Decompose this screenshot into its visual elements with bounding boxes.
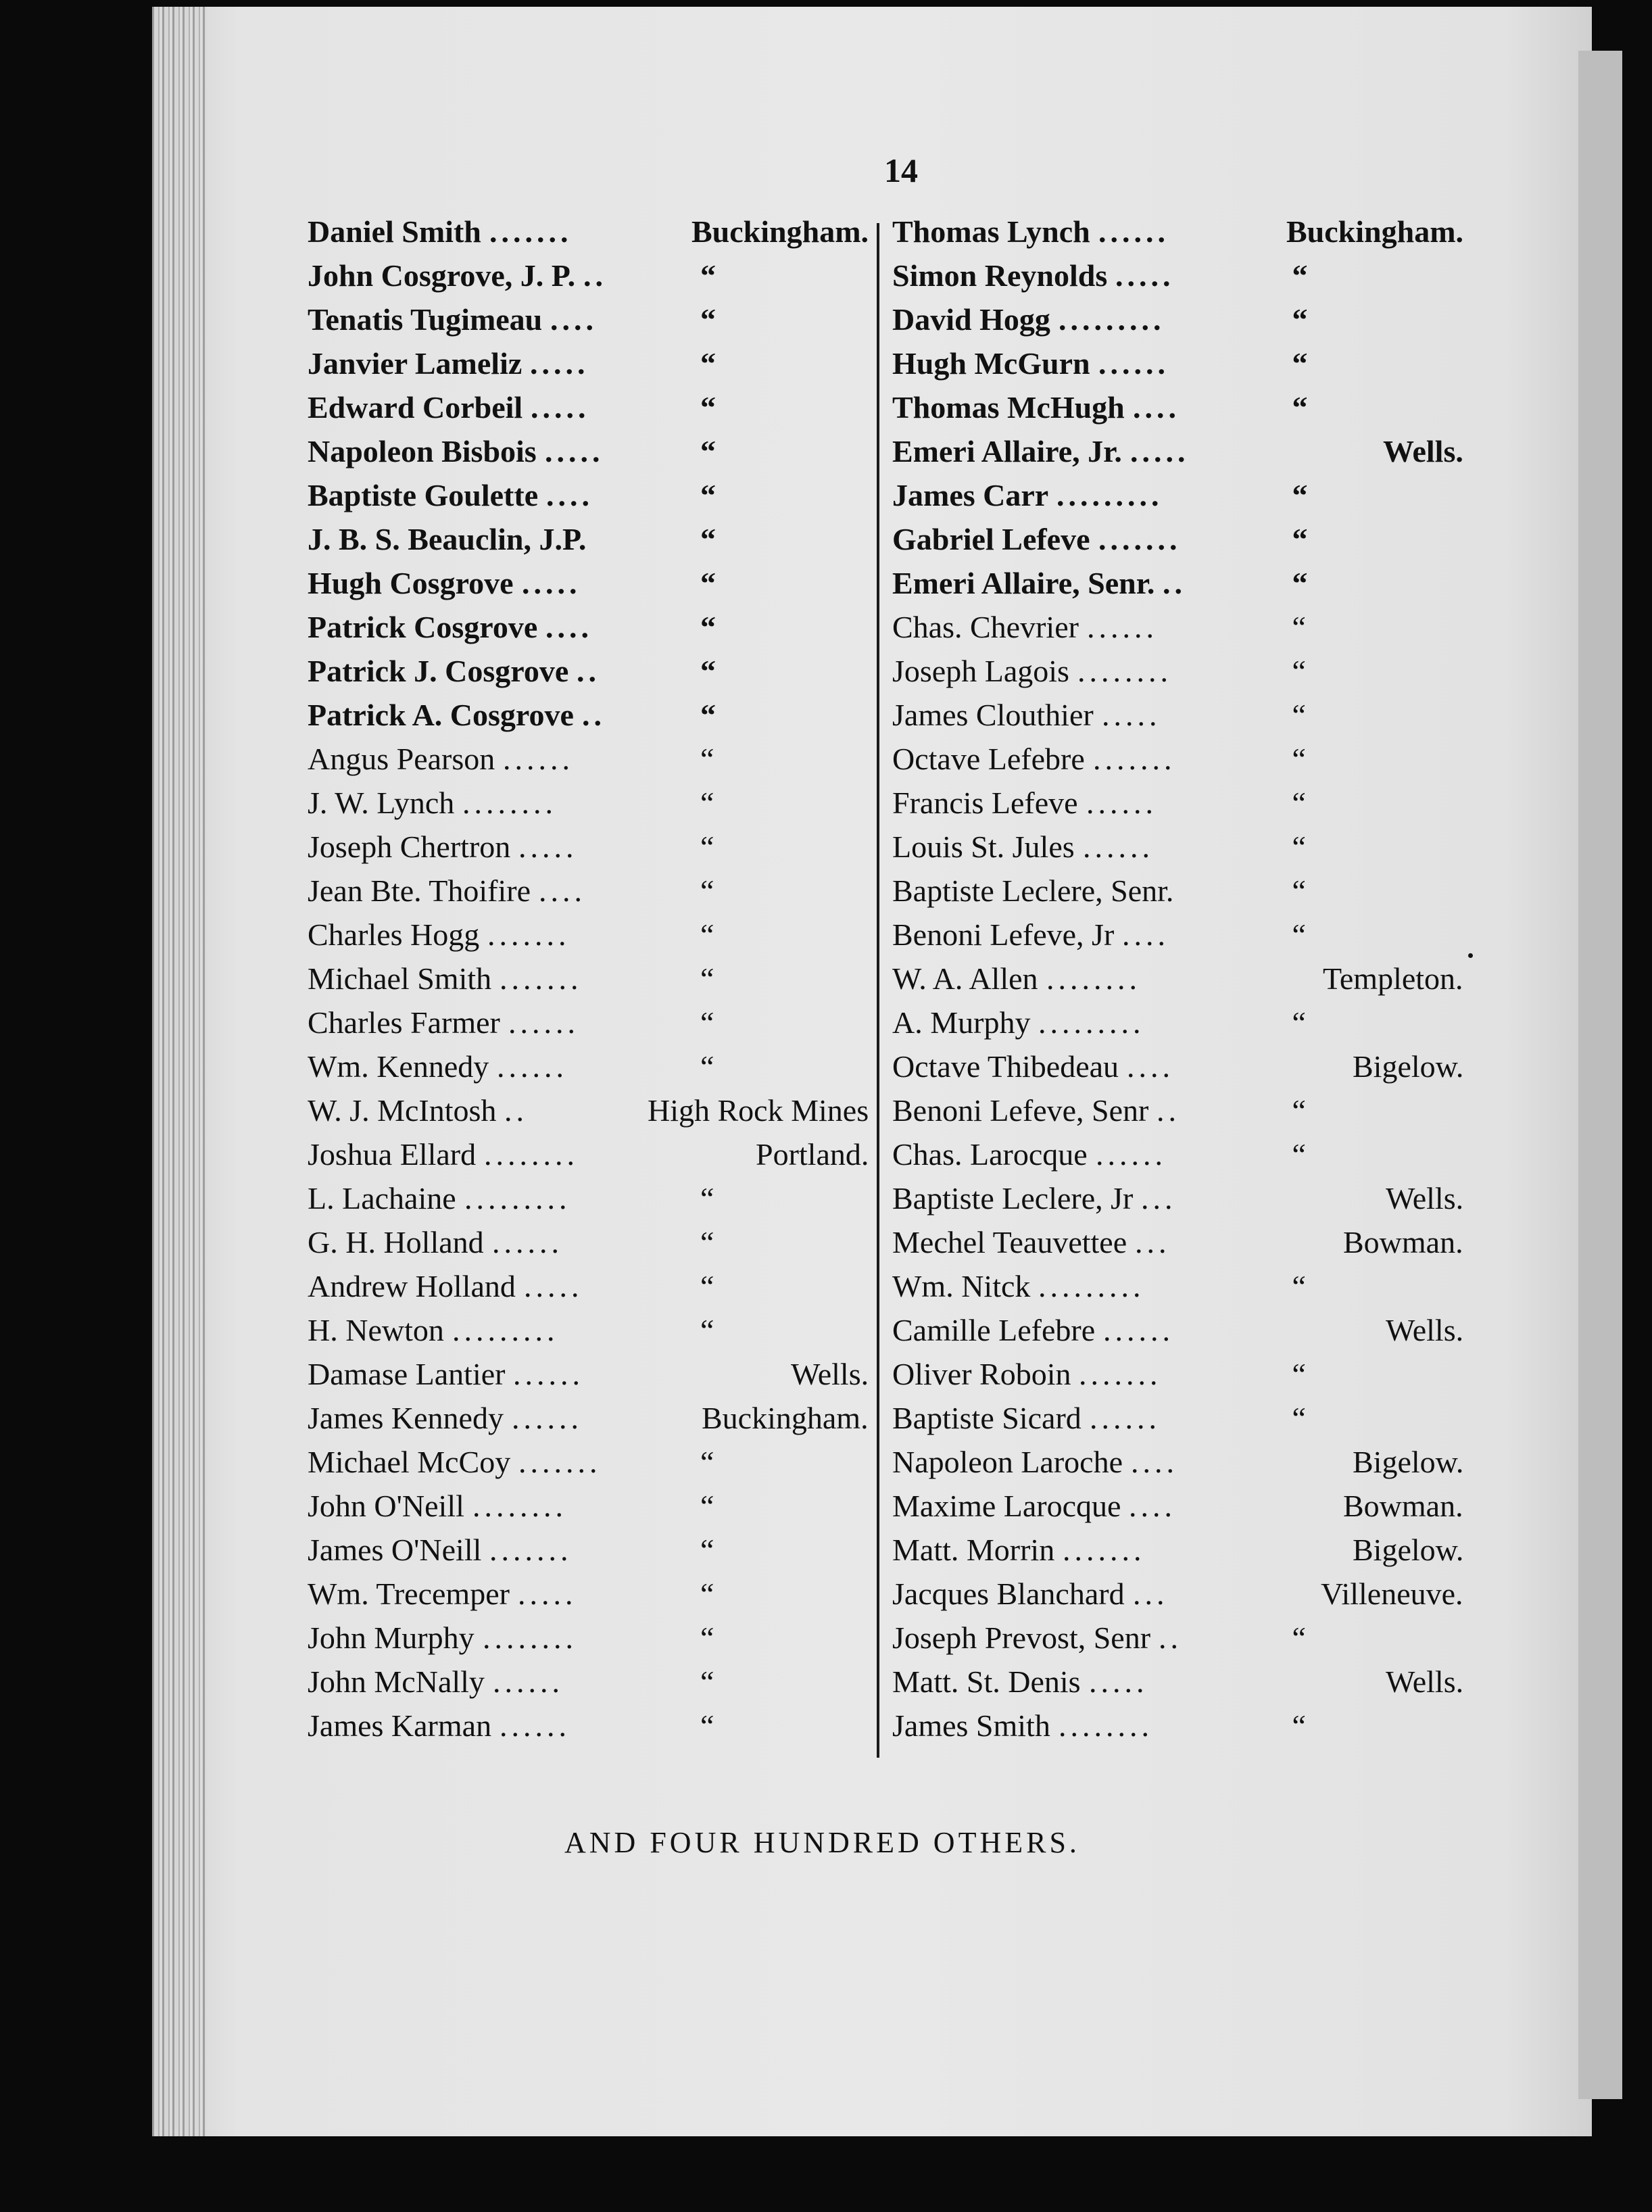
ink-speck (1468, 953, 1473, 958)
leader-dots: ...... (493, 1664, 564, 1699)
entry-name: James O'Neill (308, 1533, 482, 1567)
leader-dots: ...... (492, 1225, 563, 1259)
leader-dots: ..... (1102, 698, 1161, 732)
list-item (892, 1396, 1463, 1440)
entry-name: Joseph Lagois (892, 654, 1069, 688)
entry-place: Buckingham. (1286, 214, 1464, 249)
list-item (308, 561, 869, 605)
leader-dots: ......... (1056, 478, 1163, 512)
leader-dots: ........ (462, 786, 557, 820)
leader-dots: ...... (1096, 1137, 1167, 1172)
list-item (892, 1528, 1463, 1572)
entry-place: Buckingham. (691, 214, 869, 249)
leader-dots: .... (1131, 1445, 1178, 1479)
leader-dots: .... (1122, 917, 1169, 952)
entry-place: “ (1292, 1708, 1306, 1743)
entry-name: Francis Lefeve (892, 786, 1078, 820)
entry-place: “ (700, 873, 714, 908)
leader-dots: .... (546, 478, 593, 512)
list-item (308, 429, 869, 473)
entry-place: “ (1292, 1401, 1306, 1435)
entry-name: James Karman (308, 1708, 492, 1743)
leader-dots: ........ (484, 1137, 579, 1172)
column-divider (877, 223, 879, 1758)
entry-name: Louis St. Jules (892, 830, 1075, 864)
entry-place: “ (1292, 1137, 1306, 1172)
entry-name: Emeri Allaire, Senr. (892, 566, 1155, 600)
list-item (308, 297, 869, 341)
leader-dots: .. (1163, 566, 1186, 600)
entry-name: Gabriel Lefeve (892, 522, 1090, 556)
leader-dots: ...... (1083, 830, 1154, 864)
entry-name: W. A. Allen (892, 961, 1038, 996)
list-item (892, 517, 1463, 561)
leader-dots: .... (545, 610, 593, 644)
list-item (308, 517, 869, 561)
list-item (892, 561, 1463, 605)
list-item (892, 1220, 1463, 1264)
leader-dots: ......... (1038, 1005, 1145, 1040)
list-item (892, 210, 1463, 254)
list-item (308, 1044, 869, 1088)
entry-place: Bigelow. (1353, 1049, 1464, 1084)
entry-place: “ (700, 698, 716, 732)
leader-dots: .... (1127, 1049, 1174, 1084)
entry-name: Charles Farmer (308, 1005, 500, 1040)
leader-dots: ..... (1115, 258, 1175, 293)
leader-dots: .... (550, 302, 598, 337)
entry-place: “ (1292, 917, 1306, 952)
leader-dots: ...... (497, 1049, 568, 1084)
entry-place: “ (700, 1708, 714, 1743)
entry-place: Bigelow. (1353, 1533, 1464, 1567)
entry-place: “ (700, 1533, 714, 1567)
leader-dots: ......... (464, 1181, 571, 1216)
leader-dots: ...... (1103, 1313, 1174, 1347)
entry-place: Bowman. (1343, 1225, 1463, 1259)
entry-place: Wells. (1386, 1664, 1464, 1699)
entry-name: Camille Lefebre (892, 1313, 1096, 1347)
entry-place: “ (700, 1313, 714, 1347)
entry-name: Edward Corbeil (308, 390, 523, 425)
entry-name: Simon Reynolds (892, 258, 1108, 293)
entry-name: Wm. Nitck (892, 1269, 1031, 1303)
list-item (308, 1220, 869, 1264)
entry-place: “ (700, 1577, 714, 1611)
entry-name: Napoleon Bisbois (308, 434, 537, 468)
entry-name: John Murphy (308, 1620, 475, 1655)
entry-name: Joseph Chertron (308, 830, 511, 864)
entry-place: Templeton. (1323, 961, 1463, 996)
entry-name: Patrick Cosgrove (308, 610, 538, 644)
list-item (892, 781, 1463, 825)
list-item (892, 825, 1463, 869)
entry-name: Octave Thibedeau (892, 1049, 1119, 1084)
list-item (308, 605, 869, 649)
entry-name: Jacques Blanchard (892, 1577, 1125, 1611)
entry-name: Tenatis Tugimeau (308, 302, 543, 337)
left-column (308, 210, 869, 1748)
entry-name: H. Newton (308, 1313, 444, 1347)
list-item (308, 210, 869, 254)
list-item (892, 737, 1463, 781)
entry-name: Angus Pearson (308, 742, 495, 776)
entry-name: Chas. Chevrier (892, 610, 1079, 644)
list-item (892, 1440, 1463, 1484)
entry-name: Benoni Lefeve, Jr (892, 917, 1115, 952)
entry-place: “ (1292, 610, 1306, 644)
entry-name: Napoleon Laroche (892, 1445, 1123, 1479)
leader-dots: .. (583, 258, 607, 293)
leader-dots: ... (1141, 1181, 1177, 1216)
entry-name: Emeri Allaire, Jr. (892, 434, 1122, 468)
page-edges (152, 7, 206, 2136)
entry-name: John O'Neill (308, 1489, 464, 1523)
entry-place: “ (1292, 786, 1306, 820)
list-item (892, 913, 1463, 957)
entry-name: Benoni Lefeve, Senr (892, 1093, 1149, 1128)
entry-name: Charles Hogg (308, 917, 480, 952)
list-item (892, 957, 1463, 1001)
entry-name: Hugh Cosgrove (308, 566, 514, 600)
entry-name: James Smith (892, 1708, 1050, 1743)
entry-name: James Clouthier (892, 698, 1094, 732)
entry-name: John McNally (308, 1664, 485, 1699)
list-item (892, 1572, 1463, 1616)
leader-dots: ........ (1077, 654, 1172, 688)
leader-dots: ...... (513, 1357, 584, 1391)
leader-dots: ......... (1059, 302, 1165, 337)
entry-name: J. W. Lynch (308, 786, 455, 820)
list-item (308, 473, 869, 517)
entry-place: “ (1292, 698, 1306, 732)
list-item (308, 1704, 869, 1748)
entry-place: “ (1292, 522, 1308, 556)
list-item (892, 605, 1463, 649)
list-item (892, 1176, 1463, 1220)
leader-dots: ....... (1079, 1357, 1162, 1391)
leader-dots: ........ (1059, 1708, 1153, 1743)
entry-place: Portland. (756, 1137, 869, 1172)
entry-place: “ (700, 566, 716, 600)
entry-place: “ (1292, 1093, 1306, 1128)
list-item (308, 385, 869, 429)
entry-place: “ (700, 1269, 714, 1303)
list-item (892, 1264, 1463, 1308)
list-item (892, 1616, 1463, 1660)
list-item (892, 473, 1463, 517)
list-item (308, 737, 869, 781)
list-item (308, 1264, 869, 1308)
list-item (308, 913, 869, 957)
leader-dots: .... (1133, 390, 1180, 425)
entry-name: James Kennedy (308, 1401, 504, 1435)
entry-name: Thomas Lynch (892, 214, 1090, 249)
leader-dots: ........ (483, 1620, 577, 1655)
list-item (892, 385, 1463, 429)
entry-name: Baptiste Goulette (308, 478, 539, 512)
entry-name: Joshua Ellard (308, 1137, 477, 1172)
leader-dots: ....... (1063, 1533, 1146, 1567)
entry-name: Octave Lefebre (892, 742, 1085, 776)
list-item (892, 1132, 1463, 1176)
entry-place: “ (1292, 1357, 1306, 1391)
entry-name: A. Murphy (892, 1005, 1031, 1040)
entry-place: “ (1292, 873, 1306, 908)
entry-name: Baptiste Leclere, Senr. (892, 873, 1174, 908)
list-item (892, 297, 1463, 341)
entry-name: W. J. McIntosh (308, 1093, 497, 1128)
list-item (892, 1044, 1463, 1088)
list-item (308, 1616, 869, 1660)
entry-place: Bigelow. (1353, 1445, 1464, 1479)
entry-name: Michael Smith (308, 961, 492, 996)
entry-name: Jean Bte. Thoifire (308, 873, 531, 908)
leader-dots: ... (1133, 1577, 1169, 1611)
entry-place: “ (700, 786, 714, 820)
entry-name: Janvier Lameliz (308, 346, 523, 381)
entry-name: Wm. Trecemper (308, 1577, 510, 1611)
entry-place: Bowman. (1343, 1489, 1463, 1523)
list-item (308, 1396, 869, 1440)
entry-name: John Cosgrove, J. P. (308, 258, 576, 293)
list-item (308, 1352, 869, 1396)
entry-place: Wells. (1386, 1313, 1464, 1347)
entry-name: David Hogg (892, 302, 1050, 337)
entry-place: High Rock Mines (648, 1093, 869, 1128)
entry-name: Maxime Larocque (892, 1489, 1121, 1523)
leader-dots: ...... (500, 1708, 570, 1743)
list-item (892, 1660, 1463, 1704)
leader-dots: .... (539, 873, 586, 908)
list-item (892, 869, 1463, 913)
list-item (892, 1001, 1463, 1044)
entry-name: Oliver Roboin (892, 1357, 1071, 1391)
leader-dots: ........ (1046, 961, 1141, 996)
entry-name: Matt. Morrin (892, 1533, 1055, 1567)
list-item (308, 869, 869, 913)
entry-name: Andrew Holland (308, 1269, 516, 1303)
entry-place: “ (700, 1445, 714, 1479)
leader-dots: ....... (487, 917, 570, 952)
entry-place: “ (1292, 830, 1306, 864)
leader-dots: ...... (512, 1401, 583, 1435)
list-item (308, 1660, 869, 1704)
list-item (308, 341, 869, 385)
list-item (892, 1088, 1463, 1132)
entry-place: “ (700, 1181, 714, 1216)
list-item (892, 429, 1463, 473)
leader-dots: ..... (545, 434, 604, 468)
entry-name: Patrick J. Cosgrove (308, 654, 569, 688)
entry-place: “ (1292, 566, 1308, 600)
entry-place: “ (700, 1049, 714, 1084)
entry-place: “ (700, 1620, 714, 1655)
facing-page-edge (1578, 51, 1622, 2099)
leader-dots: ..... (522, 566, 581, 600)
entry-name: Hugh McGurn (892, 346, 1090, 381)
entry-place: Villeneuve. (1321, 1577, 1463, 1611)
leader-dots: ......... (452, 1313, 559, 1347)
entry-place: “ (1292, 1269, 1306, 1303)
leader-dots: ....... (500, 961, 583, 996)
list-item (308, 649, 869, 693)
list-item (892, 1484, 1463, 1528)
list-item (892, 1352, 1463, 1396)
leader-dots: ....... (1093, 742, 1176, 776)
list-item (892, 649, 1463, 693)
entry-name: Michael McCoy (308, 1445, 511, 1479)
entry-place: “ (700, 961, 714, 996)
list-item (308, 1572, 869, 1616)
leader-dots: ..... (518, 1577, 577, 1611)
entry-place: “ (1292, 654, 1306, 688)
leader-dots: .. (1157, 1093, 1180, 1128)
entry-place: “ (700, 302, 716, 337)
list-item (308, 825, 869, 869)
entry-name: L. Lachaine (308, 1181, 456, 1216)
entry-place: “ (700, 522, 716, 556)
list-item (308, 781, 869, 825)
list-item (892, 341, 1463, 385)
entry-name: J. B. S. Beauclin, J.P. (308, 522, 587, 556)
list-item (308, 1440, 869, 1484)
entry-name: Patrick A. Cosgrove (308, 698, 574, 732)
entry-place: “ (700, 654, 716, 688)
entry-place: “ (1292, 390, 1308, 425)
entry-place: Wells. (1383, 434, 1463, 468)
leader-dots: ........ (472, 1489, 567, 1523)
leader-dots: ...... (508, 1005, 579, 1040)
leader-dots: .. (504, 1093, 528, 1128)
entry-place: “ (700, 1489, 714, 1523)
leader-dots: ...... (1098, 214, 1169, 249)
entry-place: “ (700, 390, 716, 425)
entry-name: Matt. St. Denis (892, 1664, 1081, 1699)
leader-dots: .... (1129, 1489, 1176, 1523)
leader-dots: ....... (489, 1533, 573, 1567)
list-item (308, 693, 869, 737)
entry-place: “ (1292, 478, 1308, 512)
leader-dots: ......... (1038, 1269, 1145, 1303)
entry-place: “ (700, 258, 716, 293)
entry-name: G. H. Holland (308, 1225, 484, 1259)
entry-place: “ (700, 1005, 714, 1040)
leader-dots: ...... (503, 742, 574, 776)
list-item (308, 957, 869, 1001)
list-item (308, 1484, 869, 1528)
footer-text: AND FOUR HUNDRED OTHERS. (564, 1826, 1080, 1859)
leader-dots: ..... (1130, 434, 1190, 468)
list-item (308, 1528, 869, 1572)
leader-dots: ..... (518, 830, 578, 864)
page-number: 14 (884, 151, 918, 189)
entry-name: Damase Lantier (308, 1357, 506, 1391)
list-item (892, 1704, 1463, 1748)
entry-name: Baptiste Sicard (892, 1401, 1082, 1435)
entry-place: “ (1292, 302, 1308, 337)
leader-dots: ....... (489, 214, 573, 249)
entry-place: “ (700, 917, 714, 952)
entry-place: Wells. (1386, 1181, 1464, 1216)
list-item (308, 1088, 869, 1132)
leader-dots: .. (577, 654, 600, 688)
list-item (308, 254, 869, 297)
entry-place: “ (700, 478, 716, 512)
entry-name: James Carr (892, 478, 1049, 512)
entry-place: “ (700, 1225, 714, 1259)
entry-place: “ (1292, 742, 1306, 776)
leader-dots: ....... (518, 1445, 602, 1479)
leader-dots: ..... (531, 390, 590, 425)
leader-dots: ...... (1098, 346, 1169, 381)
list-item (308, 1176, 869, 1220)
entry-name: Wm. Kennedy (308, 1049, 489, 1084)
list-item (892, 1308, 1463, 1352)
leader-dots: .. (582, 698, 606, 732)
list-item (308, 1001, 869, 1044)
entry-place: “ (700, 1664, 714, 1699)
entry-name: Joseph Prevost, Senr (892, 1620, 1151, 1655)
leader-dots: ....... (1098, 522, 1182, 556)
leader-dots: ..... (524, 1269, 583, 1303)
list-item (308, 1308, 869, 1352)
entry-name: Daniel Smith (308, 214, 481, 249)
list-item (308, 1132, 869, 1176)
entry-place: “ (700, 434, 716, 468)
entry-place: “ (700, 346, 716, 381)
entry-place: “ (700, 830, 714, 864)
leader-dots: ...... (1086, 786, 1157, 820)
entry-place: “ (1292, 1620, 1306, 1655)
entry-place: Wells. (791, 1357, 869, 1391)
entry-place: “ (1292, 1005, 1306, 1040)
entry-place: “ (1292, 346, 1308, 381)
entry-name: Mechel Teauvettee (892, 1225, 1127, 1259)
leader-dots: ..... (1089, 1664, 1148, 1699)
leader-dots: ... (1135, 1225, 1171, 1259)
entry-place: “ (1292, 258, 1308, 293)
entry-place: Buckingham. (702, 1401, 869, 1435)
entry-name: Baptiste Leclere, Jr (892, 1181, 1134, 1216)
leader-dots: ..... (530, 346, 589, 381)
entry-name: Thomas McHugh (892, 390, 1125, 425)
entry-place: “ (700, 610, 716, 644)
leader-dots: ...... (1087, 610, 1158, 644)
leader-dots: ...... (1090, 1401, 1161, 1435)
list-item (892, 693, 1463, 737)
entry-name: Chas. Larocque (892, 1137, 1088, 1172)
list-item (892, 254, 1463, 297)
entry-place: “ (700, 742, 714, 776)
leader-dots: .. (1159, 1620, 1182, 1655)
right-column (892, 210, 1463, 1748)
